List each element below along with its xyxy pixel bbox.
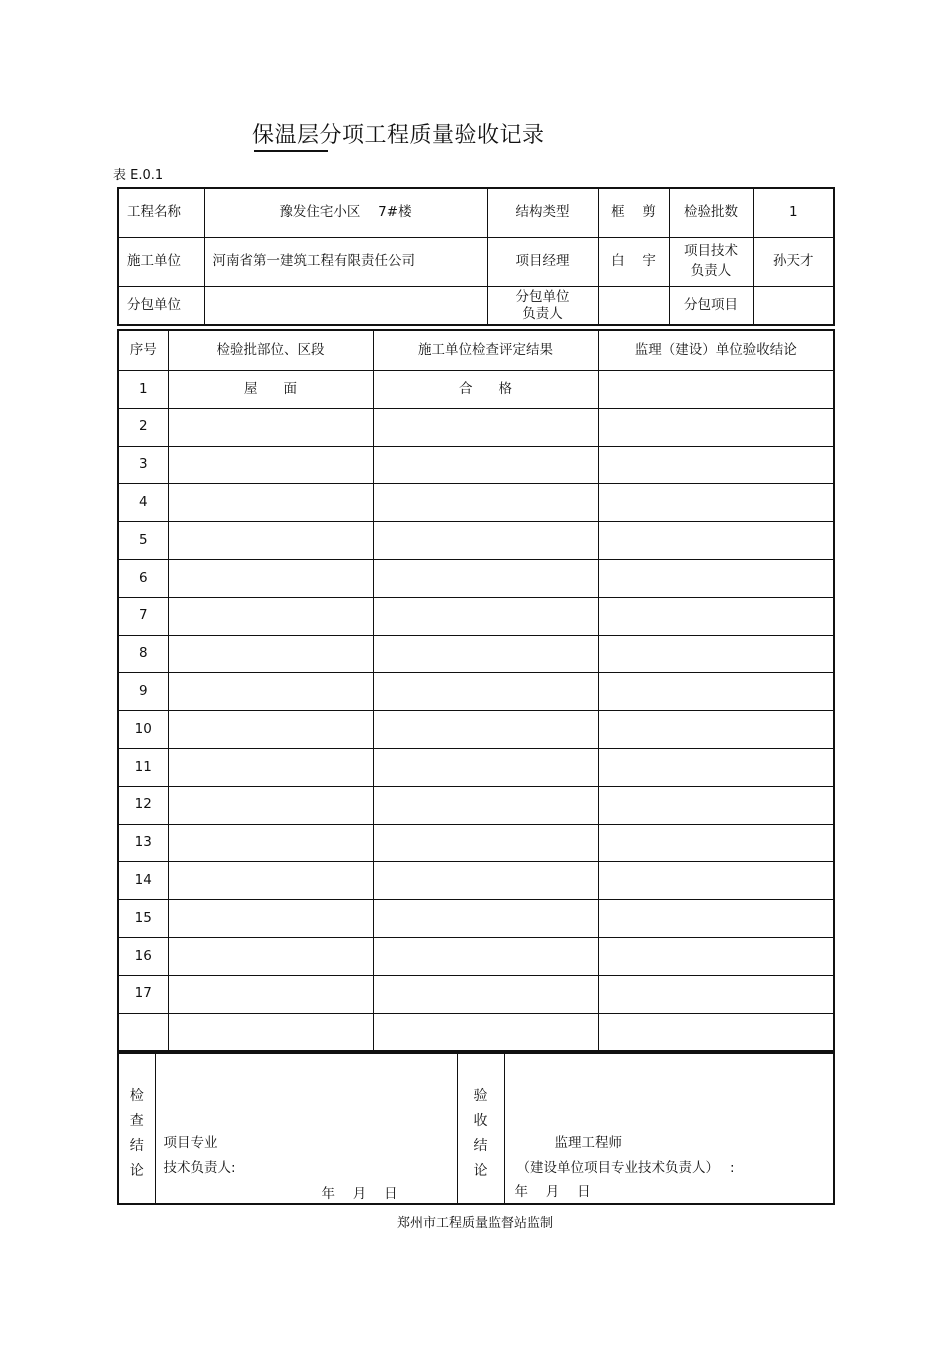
check-label-char: 查	[129, 1113, 144, 1129]
project-name-label: 工程名称	[118, 188, 204, 238]
row-result-cell	[373, 1013, 598, 1051]
sub-lead-label-line1: 分包单位	[515, 288, 570, 305]
footer-issuer: 郑州市工程质量监督站监制	[396, 1216, 553, 1231]
subcontractor-label: 分包单位	[118, 287, 204, 326]
table-row	[118, 711, 834, 749]
table-row	[118, 862, 834, 900]
row-conclusion-cell	[598, 484, 834, 522]
contractor-value: 河南省第一建筑工程有限责任公司	[204, 238, 487, 287]
accept-label-char: 论	[473, 1163, 488, 1179]
sub-lead-label-line2: 负责人	[522, 305, 563, 322]
project-name-value: 豫发住宅小区 7#楼	[204, 188, 487, 238]
inspection-items-table	[117, 329, 835, 1052]
sub-project-value	[753, 287, 834, 326]
row-conclusion-cell	[598, 371, 834, 409]
row-conclusion-cell	[598, 937, 834, 975]
row-conclusion-cell	[598, 1013, 834, 1051]
row-part-cell	[168, 862, 373, 900]
sub-lead-label	[487, 287, 598, 326]
page-title: 保温层分项工程质量验收记录	[252, 123, 545, 148]
row-part-cell	[168, 711, 373, 749]
header-no: 序号	[118, 330, 168, 371]
row-conclusion-cell	[598, 748, 834, 786]
header-part: 检验批部位、区段	[168, 330, 373, 371]
row-conclusion-cell	[598, 446, 834, 484]
row-result-cell	[373, 559, 598, 597]
structure-type-value: 框 剪	[598, 188, 669, 238]
contractor-label: 施工单位	[118, 238, 204, 287]
row-result-cell	[373, 408, 598, 446]
row-conclusion-cell	[598, 900, 834, 938]
table-row	[118, 371, 834, 409]
sub-project-label: 分包项目	[669, 287, 753, 326]
row-conclusion-cell	[598, 975, 834, 1013]
row-conclusion-cell	[598, 824, 834, 862]
row-no-cell: 11	[118, 748, 168, 786]
table-row	[118, 937, 834, 975]
row-part-cell	[168, 597, 373, 635]
accept-signer-line2: （建设单位项目专业技术负责人） :	[516, 1160, 735, 1176]
row-part-cell: 屋面	[168, 371, 373, 409]
row-result-cell	[373, 484, 598, 522]
subcontractor-value	[204, 287, 487, 326]
check-date: 年 月 日	[321, 1186, 398, 1202]
sign-off-table	[117, 1052, 835, 1205]
check-label-char: 论	[129, 1163, 144, 1179]
row-result-cell	[373, 824, 598, 862]
project-info-table	[117, 187, 835, 326]
row-conclusion-cell	[598, 673, 834, 711]
sub-lead-value	[598, 287, 669, 326]
row-result-cell	[373, 975, 598, 1013]
row-no-cell	[118, 1013, 168, 1051]
row-result-cell	[373, 711, 598, 749]
row-no-cell: 17	[118, 975, 168, 1013]
row-no-cell: 13	[118, 824, 168, 862]
row-result-cell: 合格	[373, 371, 598, 409]
table-row	[118, 635, 834, 673]
row-part-cell	[168, 484, 373, 522]
row-part-cell	[168, 900, 373, 938]
row-no-cell: 3	[118, 446, 168, 484]
row-no-cell: 16	[118, 937, 168, 975]
table-row	[118, 748, 834, 786]
row-no-cell: 14	[118, 862, 168, 900]
row-part-cell	[168, 975, 373, 1013]
row-no-cell: 12	[118, 786, 168, 824]
row-part-cell	[168, 673, 373, 711]
row-part-cell	[168, 408, 373, 446]
row-conclusion-cell	[598, 635, 834, 673]
row-conclusion-cell	[598, 597, 834, 635]
row-result-cell	[373, 597, 598, 635]
header-result: 施工单位检查评定结果	[373, 330, 598, 371]
row-result-cell	[373, 786, 598, 824]
tech-lead-label-line2: 负责人	[690, 263, 732, 279]
row-result-cell	[373, 673, 598, 711]
row-no-cell: 2	[118, 408, 168, 446]
row-part-cell	[168, 824, 373, 862]
table-row	[118, 408, 834, 446]
form-code: 表 E.0.1	[113, 168, 164, 183]
row-no-cell: 7	[118, 597, 168, 635]
table-row	[118, 559, 834, 597]
accept-label-char: 验	[473, 1088, 488, 1104]
row-part-cell	[168, 748, 373, 786]
accept-conclusion-label	[457, 1053, 504, 1204]
row-part-cell	[168, 635, 373, 673]
accept-label-char: 收	[473, 1113, 488, 1129]
accept-signer-line1: 监理工程师	[554, 1135, 622, 1151]
accept-date: 年 月 日	[514, 1184, 591, 1200]
row-no-cell: 15	[118, 900, 168, 938]
row-no-cell: 9	[118, 673, 168, 711]
row-no-cell: 6	[118, 559, 168, 597]
row-result-cell	[373, 635, 598, 673]
row-result-cell	[373, 446, 598, 484]
row-conclusion-cell	[598, 862, 834, 900]
row-part-cell	[168, 937, 373, 975]
row-no-cell: 1	[118, 371, 168, 409]
title-underline	[254, 150, 328, 152]
check-signer-line1: 项目专业	[163, 1135, 218, 1151]
row-conclusion-cell	[598, 559, 834, 597]
table-row	[118, 786, 834, 824]
table-row	[118, 597, 834, 635]
check-conclusion-label	[118, 1053, 155, 1204]
table-row	[118, 824, 834, 862]
row-result-cell	[373, 522, 598, 560]
project-manager-label: 项目经理	[487, 238, 598, 287]
row-conclusion-cell	[598, 711, 834, 749]
row-part-cell	[168, 1013, 373, 1051]
table-row	[118, 975, 834, 1013]
row-no-cell: 10	[118, 711, 168, 749]
check-label-char: 检	[129, 1088, 144, 1104]
table-row	[118, 900, 834, 938]
row-conclusion-cell	[598, 522, 834, 560]
row-no-cell: 4	[118, 484, 168, 522]
table-row	[118, 1013, 834, 1051]
table-row	[118, 522, 834, 560]
structure-type-label: 结构类型	[487, 188, 598, 238]
table-row	[118, 484, 834, 522]
table-row	[118, 673, 834, 711]
row-conclusion-cell	[598, 408, 834, 446]
check-label-char: 结	[129, 1138, 144, 1154]
header-conclusion: 监理（建设）单位验收结论	[598, 330, 834, 371]
row-result-cell	[373, 748, 598, 786]
tech-lead-label	[669, 238, 753, 287]
row-conclusion-cell	[598, 786, 834, 824]
batch-count-value: 1	[753, 188, 834, 238]
accept-label-char: 结	[473, 1138, 488, 1154]
table-row	[118, 446, 834, 484]
project-manager-value: 白 宇	[598, 238, 669, 287]
row-result-cell	[373, 862, 598, 900]
tech-lead-value: 孙天才	[753, 238, 834, 287]
row-part-cell	[168, 559, 373, 597]
batch-count-label: 检验批数	[669, 188, 753, 238]
row-part-cell	[168, 786, 373, 824]
tech-lead-label-line1: 项目技术	[684, 243, 738, 260]
row-result-cell	[373, 937, 598, 975]
check-signer-line2: 技术负责人:	[163, 1160, 236, 1176]
row-no-cell: 8	[118, 635, 168, 673]
accept-conclusion-area	[504, 1053, 834, 1204]
row-part-cell	[168, 522, 373, 560]
row-no-cell: 5	[118, 522, 168, 560]
row-result-cell	[373, 900, 598, 938]
row-part-cell	[168, 446, 373, 484]
check-conclusion-area	[155, 1053, 457, 1204]
